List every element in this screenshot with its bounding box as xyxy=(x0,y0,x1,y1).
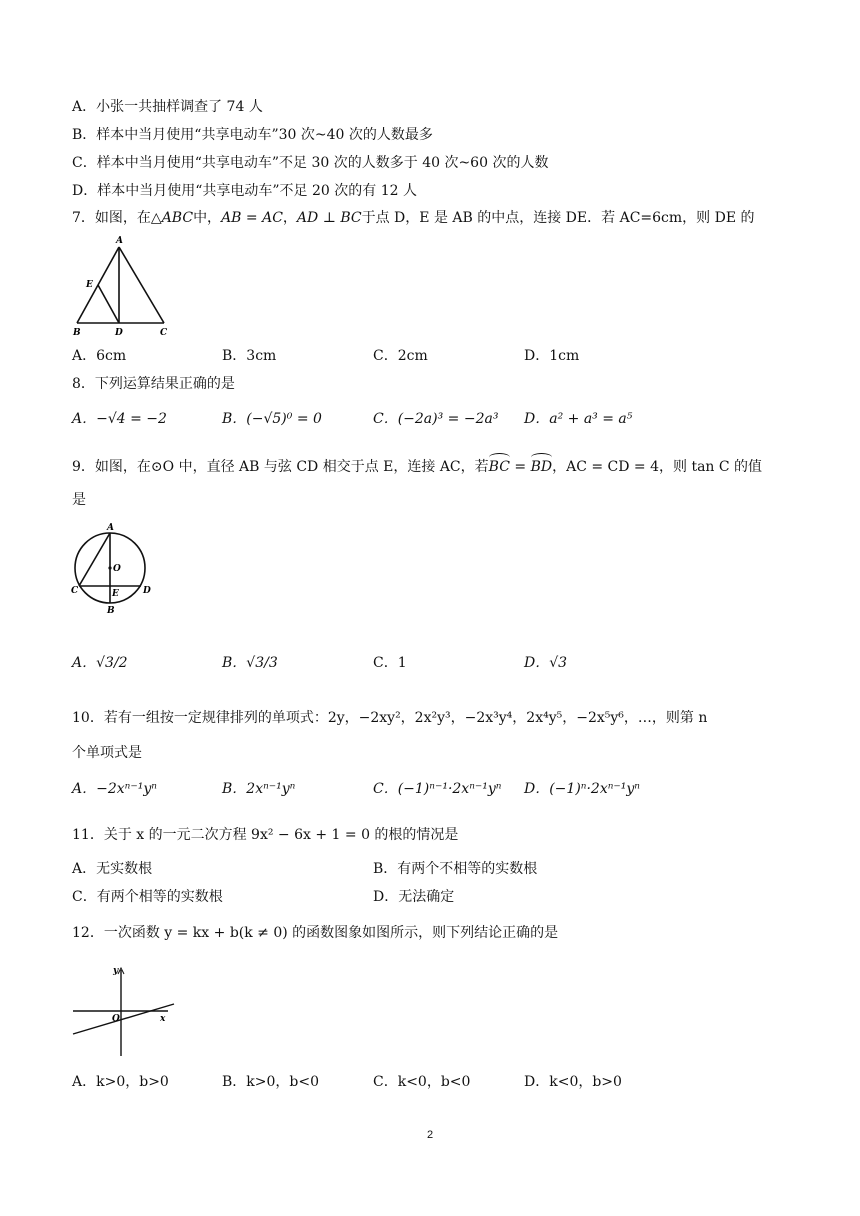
q7-stem xyxy=(72,209,755,227)
q7-text-1: 中， xyxy=(193,210,222,226)
q7-label-c: C xyxy=(160,328,168,338)
q9-label-a: A xyxy=(107,523,114,533)
q7-option-a: A．6cm xyxy=(72,348,127,364)
q7-sep: ， xyxy=(282,210,297,226)
q9-option-c: C．1 xyxy=(373,655,407,671)
q9-label-b: B xyxy=(107,606,115,616)
q7-option-c: C．2cm xyxy=(373,348,428,364)
q11-option-a: A．无实数根 xyxy=(72,861,153,877)
q11-option-d: D．无法确定 xyxy=(373,889,455,905)
q9-arc-bd: BD xyxy=(530,459,553,475)
q7-label-d: D xyxy=(115,328,123,338)
q7-triangle-figure xyxy=(70,234,180,340)
q10-option-c: C．(−1)ⁿ⁻¹·2xⁿ⁻¹yⁿ xyxy=(373,781,502,797)
q12-label-y: y xyxy=(113,966,119,976)
q6-option-c: C．样本中当月使用“共享电动车”不足 30 次的人数多于 40 次~60 次的人数 xyxy=(72,155,549,171)
q6-option-d: D．样本中当月使用“共享电动车”不足 20 次的有 12 人 xyxy=(72,183,417,199)
q11-stem: 11．关于 x 的一元二次方程 9x² − 6x + 1 = 0 的根的情况是 xyxy=(72,827,459,843)
q9-text-1: 9．如图，在⊙O 中，直径 AB 与弦 CD 相交于点 E，连接 AC，若 xyxy=(72,459,489,475)
q7-label-e: E xyxy=(86,280,93,290)
q12-label-x: x xyxy=(160,1014,166,1024)
q6-option-a: A．小张一共抽样调查了 74 人 xyxy=(72,99,263,115)
q11-option-b: B．有两个不相等的实数根 xyxy=(373,861,538,877)
q12-option-c: C．k<0，b<0 xyxy=(373,1074,471,1090)
q10-option-b: B．2xⁿ⁻¹yⁿ xyxy=(222,781,296,797)
q6-option-b: B．样本中当月使用“共享电动车”30 次~40 次的人数最多 xyxy=(72,127,433,143)
q9-label-o: O xyxy=(113,564,121,574)
q8-option-a: A．−√4 = −2 xyxy=(72,411,167,427)
page-number: 2 xyxy=(426,1129,434,1141)
q9-label-e: E xyxy=(112,589,119,599)
q8-stem: 8．下列运算结果正确的是 xyxy=(72,376,235,392)
q7-triangle: △ABC xyxy=(150,210,194,226)
q10-option-d: D．(−1)ⁿ·2xⁿ⁻¹yⁿ xyxy=(524,781,640,797)
q9-arc-bc: BC xyxy=(488,459,510,475)
q12-label-o: O xyxy=(112,1014,120,1024)
q12-option-b: B．k>0，b<0 xyxy=(222,1074,320,1090)
q9-text-3: ，AC = CD = 4，则 tan C 的值 xyxy=(552,459,763,475)
q12-option-d: D．k<0，b>0 xyxy=(524,1074,622,1090)
q7-eq-1: AB = AC xyxy=(221,210,283,226)
q9-text-2: = xyxy=(509,459,531,475)
q9-option-d: D．√3 xyxy=(524,655,568,671)
q7-text-2: 于点 D，E 是 AB 的中点，连接 DE．若 AC=6cm，则 DE 的 xyxy=(361,210,755,226)
q9-option-a: A．√3/2 xyxy=(72,655,128,671)
q12-graph-figure xyxy=(68,960,180,1060)
q7-eq-2: AD ⊥ BC xyxy=(296,210,362,226)
q8-option-d: D．a² + a³ = a⁵ xyxy=(524,411,633,427)
q7-option-b: B．3cm xyxy=(222,348,277,364)
q7-num: 7．如图，在 xyxy=(72,210,151,226)
q10-stem-line1: 10．若有一组按一定规律排列的单项式：2y，−2xy²，2x²y³，−2x³y⁴，2x⁴y⁵，−2x⁵y⁶，…，则第 n xyxy=(72,710,708,726)
q7-label-b: B xyxy=(73,328,81,338)
q12-stem: 12．一次函数 y = kx + b(k ≠ 0) 的函数图象如图所示，则下列结论正确的是 xyxy=(72,925,559,941)
q12-option-a: A．k>0，b>0 xyxy=(72,1074,169,1090)
q10-option-a: A．−2xⁿ⁻¹yⁿ xyxy=(72,781,157,797)
q8-option-c: C．(−2a)³ = −2a³ xyxy=(373,411,499,427)
q9-label-c: C xyxy=(71,586,79,596)
q9-option-b: B．√3/3 xyxy=(222,655,278,671)
q9-circle-figure xyxy=(68,520,158,616)
q9-stem xyxy=(72,458,762,476)
q9-label-d: D xyxy=(143,586,151,596)
q11-option-c: C．有两个相等的实数根 xyxy=(72,889,223,905)
q9-stem-line2: 是 xyxy=(72,492,86,508)
q8-option-b: B．(−√5)⁰ = 0 xyxy=(222,411,322,427)
q10-stem-line2: 个单项式是 xyxy=(72,745,142,761)
q7-option-d: D．1cm xyxy=(524,348,580,364)
q7-label-a: A xyxy=(116,236,123,246)
